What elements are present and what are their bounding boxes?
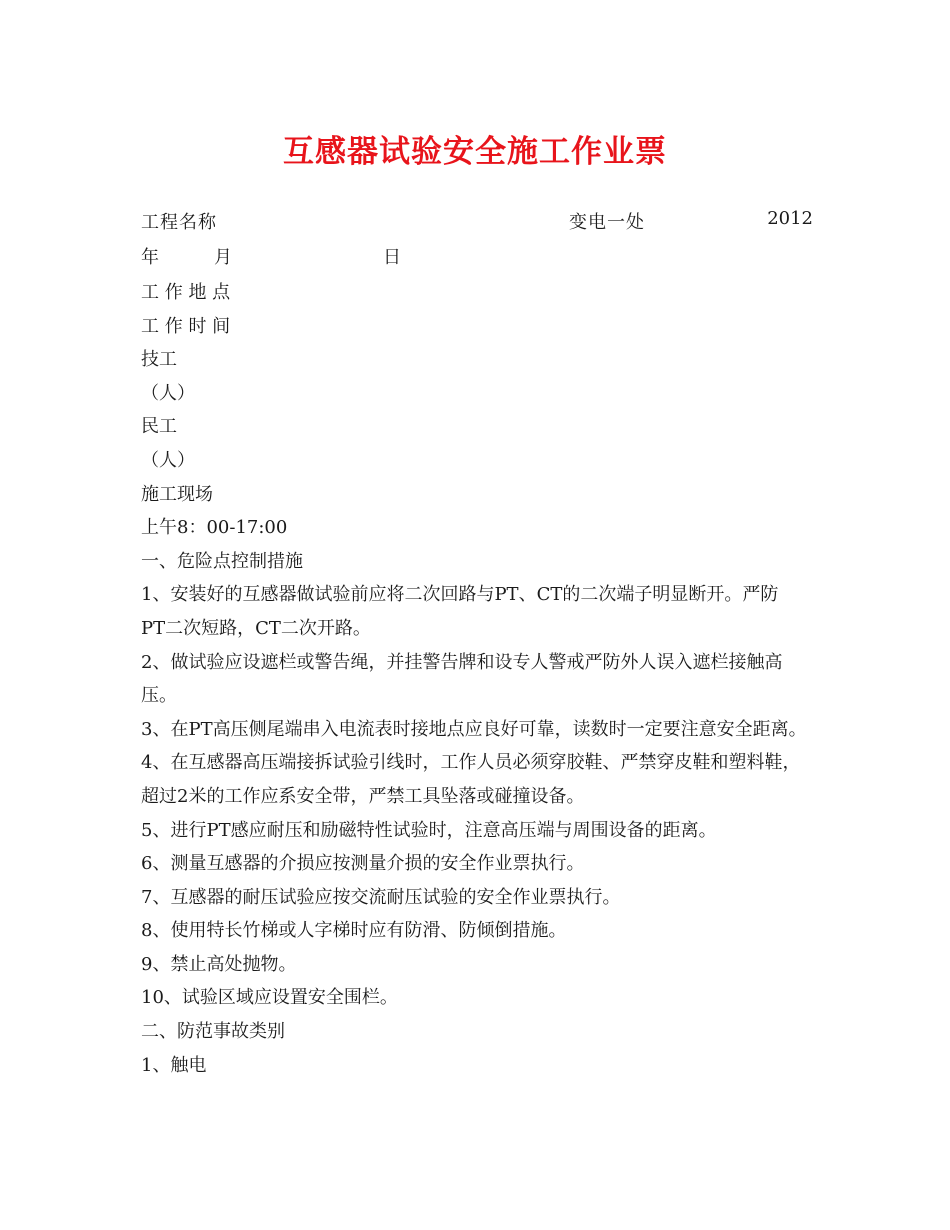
text-line: （人） (141, 449, 195, 471)
text-line: 3、在PT高压侧尾端串入电流表时接地点应良好可靠，读数时一定要注意安全距离。 (141, 718, 807, 740)
text-line: 压。 (141, 685, 177, 707)
text-line: 上午8：00-17:00 (141, 517, 288, 539)
header-row (141, 208, 813, 238)
text-line: （人） (141, 382, 195, 404)
date-row (141, 243, 441, 273)
date-year-label: 年 (141, 247, 159, 268)
document-title: 互感器试验安全施工作业票 (283, 134, 667, 170)
date-day-label: 日 (383, 247, 401, 268)
text-line: 1、触电 (141, 1054, 207, 1076)
text-line: 工 作 地 点 (141, 282, 231, 303)
text-line: 5、进行PT感应耐压和励磁特性试验时，注意高压端与周围设备的距离。 (141, 819, 717, 841)
text-line: PT二次短路，CT二次开路。 (141, 617, 371, 639)
text-line: 2、做试验应设遮栏或警告绳，并挂警告牌和设专人警戒严防外人误入遮栏接触高 (141, 651, 783, 673)
text-line: 民工 (141, 416, 177, 438)
text-line: 9、禁止高处抛物。 (141, 953, 297, 975)
unit-name: 变电一处 (569, 212, 645, 233)
text-line: 4、在互感器高压端接拆试验引线时，工作人员必须穿胶鞋、严禁穿皮鞋和塑料鞋， (141, 752, 801, 774)
text-line: 8、使用特长竹梯或人字梯时应有防滑、防倾倒措施。 (141, 920, 567, 942)
project-name-label: 工程名称 (141, 212, 217, 233)
text-line: 1、安装好的互感器做试验前应将二次回路与PT、CT的二次端子明显断开。严防 (141, 584, 779, 606)
text-line: 超过2米的工作应系安全带，严禁工具坠落或碰撞设备。 (141, 785, 585, 807)
text-line: 二、防范事故类别 (141, 1021, 285, 1043)
text-line: 6、测量互感器的介损应按测量介损的安全作业票执行。 (141, 853, 585, 875)
text-line: 7、互感器的耐压试验应按交流耐压试验的安全作业票执行。 (141, 886, 621, 908)
text-line: 一、危险点控制措施 (141, 550, 303, 572)
date-month-label: 月 (214, 247, 232, 268)
text-line: 施工现场 (141, 483, 213, 505)
document-body (141, 276, 841, 1082)
text-line: 技工 (141, 349, 177, 371)
text-line: 工 作 时 间 (141, 315, 231, 337)
year-value: 2012 (767, 208, 813, 229)
text-line: 10、试验区域应设置安全围栏。 (141, 987, 398, 1009)
